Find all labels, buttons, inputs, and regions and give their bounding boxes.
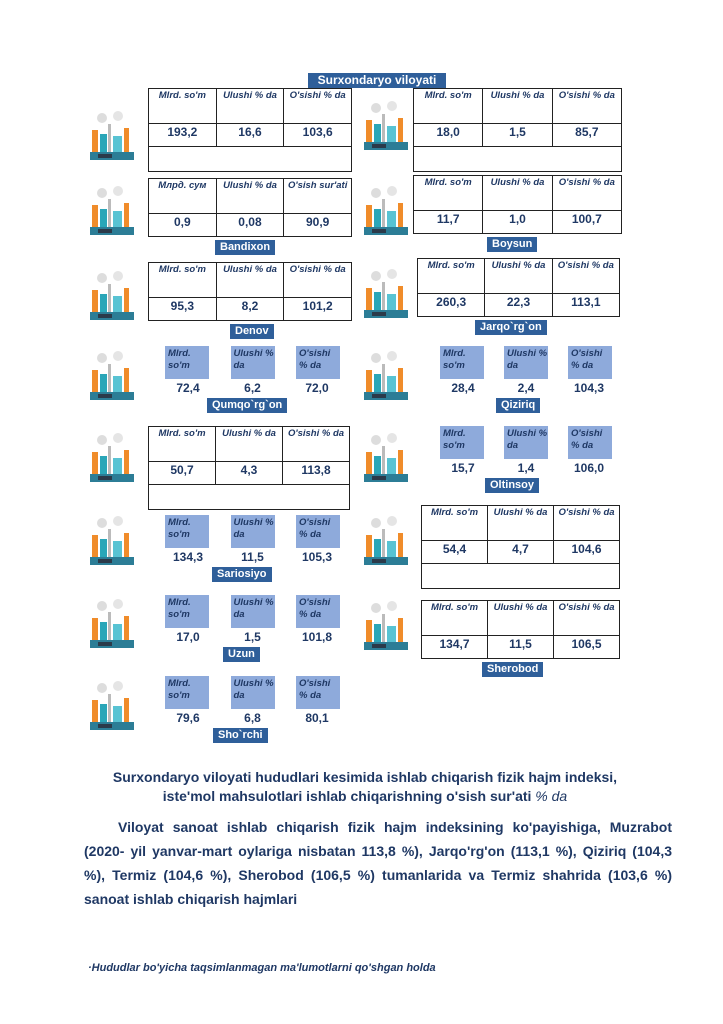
district-label: Oltinsoy: [485, 478, 539, 493]
empty-row: [149, 485, 350, 510]
value-cell: 113,8: [283, 462, 350, 485]
district-block-qiziriq: [440, 346, 612, 395]
column-header: Ulushi % da: [485, 259, 552, 294]
district-block-shorchi: [165, 676, 340, 725]
column-header-chip: Ulushi % da: [231, 346, 275, 379]
column-header: Ulushi % da: [216, 263, 284, 298]
value-cell: 90,9: [284, 214, 352, 237]
column-header-chip: Mlrd. so'm: [165, 346, 209, 379]
column-header-chip: Ulushi % da: [504, 426, 548, 459]
column-header: Mlrd. so'm: [422, 506, 488, 541]
factory-icon: [362, 515, 410, 567]
district-label: Sherobod: [482, 662, 543, 677]
value-cell: 106,5: [554, 636, 620, 659]
column-header-chip: Mlrd. so'm: [165, 595, 209, 628]
value-cell: 50,7: [149, 462, 216, 485]
district-block-uzun: [165, 595, 340, 644]
column-header: O'sishi % da: [552, 259, 619, 294]
column-header: O'sishi % da: [284, 263, 352, 298]
column-header-chip: O'sishi % da: [296, 346, 340, 379]
value-cell: 22,3: [485, 294, 552, 317]
value-cell: 1,5: [483, 124, 552, 147]
value-cell: 134,7: [422, 636, 488, 659]
column-header: O'sishi % da: [283, 427, 350, 462]
caption-unit: % da: [535, 788, 568, 804]
district-label: Denov: [230, 324, 274, 339]
column-header-chip: Mlrd. so'm: [440, 346, 484, 379]
value-text: 2,4: [517, 381, 535, 395]
value-cell: 113,1: [552, 294, 619, 317]
column-header-chip: Mlrd. so'm: [440, 426, 484, 459]
value-cell: 16,6: [216, 124, 284, 147]
column-header: O'sish sur'ati: [284, 179, 352, 214]
column-header-chip: Ulushi % da: [231, 676, 275, 709]
district-block-termiz: [421, 505, 620, 589]
value-text: 72,0: [305, 381, 329, 395]
factory-icon: [88, 598, 136, 650]
factory-icon: [362, 432, 410, 484]
value-text: 72,4: [176, 381, 200, 395]
district-label: Boysun: [487, 237, 537, 252]
district-label: Qumqo`rg`on: [207, 398, 287, 413]
caption-line-2: iste'mol mahsulotlari ishlab chiqarishning o'sish sur'ati: [162, 788, 532, 804]
value-cell: 103,6: [284, 124, 352, 147]
column-header: Ulushi % da: [216, 89, 284, 124]
value-text: 80,1: [305, 711, 329, 725]
factory-icon: [88, 432, 136, 484]
value-text: 134,3: [172, 550, 204, 564]
value-text: 104,3: [573, 381, 605, 395]
district-label: Bandixon: [215, 240, 275, 255]
factory-icon: [88, 110, 136, 162]
column-header: Ulushi % da: [216, 179, 284, 214]
value-cell: 4,7: [488, 541, 554, 564]
empty-row: [422, 564, 620, 589]
value-text: 15,7: [451, 461, 475, 475]
district-label: Sariosiyo: [212, 567, 272, 582]
district-label: Jarqo`rg`on: [475, 320, 547, 335]
column-header: O'sishi % da: [554, 601, 620, 636]
factory-icon: [88, 680, 136, 732]
value-text: 101,8: [301, 630, 333, 644]
value-text: 79,6: [176, 711, 200, 725]
column-header-chip: O'sishi % da: [296, 676, 340, 709]
district-block-bandixon: [148, 178, 352, 237]
district-block-muzrabot: [148, 426, 350, 510]
district-block-muzrabot-top: [413, 88, 622, 172]
column-header: Ulushi % da: [483, 176, 552, 211]
value-text: 105,3: [301, 550, 333, 564]
value-text: 6,8: [244, 711, 261, 725]
factory-icon: [362, 350, 410, 402]
column-header: Ulushi % da: [216, 427, 283, 462]
column-header: O'sishi % da: [552, 89, 621, 124]
value-cell: 1,0: [483, 211, 552, 234]
column-header-chip: Ulushi % da: [231, 595, 275, 628]
factory-icon: [362, 600, 410, 652]
district-block-oltinsoy: [440, 426, 612, 475]
factory-icon: [88, 350, 136, 402]
body-paragraph: Viloyat sanoat ishlab chiqarish fizik hajm indeksining ko'payishiga, Muzrabot (2020- yil yanvar-mart oylariga nisbatan 113,8 %), Jarqo'rg'on (113,1 %), Qiziriq (104,3 %), Termiz (104,6 %), Sherobod (106,5 %) tumanlarida va Termiz shahrida (103,6 %) sanoat ishlab chiqarish hajmlari: [84, 819, 672, 907]
value-cell: 18,0: [414, 124, 483, 147]
column-header-chip: Ulushi % da: [231, 515, 275, 548]
district-block-sariosiyo: [165, 515, 340, 564]
column-header-chip: Mlrd. so'm: [165, 515, 209, 548]
district-label: Qiziriq: [496, 398, 540, 413]
value-cell: 11,5: [488, 636, 554, 659]
factory-icon: [88, 515, 136, 567]
value-text: 28,4: [451, 381, 475, 395]
column-header: Mlrd. so'm: [418, 259, 485, 294]
value-cell: 193,2: [149, 124, 217, 147]
column-header: O'sishi % da: [552, 176, 621, 211]
value-text: 17,0: [176, 630, 200, 644]
district-block-boysun: [413, 175, 622, 234]
factory-icon: [88, 185, 136, 237]
column-header: Млрд. сум: [149, 179, 217, 214]
value-cell: 4,3: [216, 462, 283, 485]
column-header: O'sishi % da: [284, 89, 352, 124]
value-cell: 0,08: [216, 214, 284, 237]
column-header-chip: O'sishi % da: [568, 426, 612, 459]
value-cell: 54,4: [422, 541, 488, 564]
value-cell: 85,7: [552, 124, 621, 147]
value-cell: 8,2: [216, 298, 284, 321]
value-cell: 95,3: [149, 298, 217, 321]
value-cell: 11,7: [414, 211, 483, 234]
column-header: Ulushi % da: [483, 89, 552, 124]
district-block-termiz-city: [148, 88, 352, 172]
value-text: 1,5: [244, 630, 261, 644]
value-text: 1,4: [517, 461, 535, 475]
column-header: Mlrd. so'm: [422, 601, 488, 636]
value-cell: 260,3: [418, 294, 485, 317]
factory-icon: [362, 185, 410, 237]
empty-row: [149, 147, 352, 172]
column-header: Mlrd. so'm: [414, 176, 483, 211]
column-header: Mlrd. so'm: [149, 427, 216, 462]
column-header: O'sishi % da: [554, 506, 620, 541]
column-header-chip: O'sishi % da: [568, 346, 612, 379]
column-header: Mlrd. so'm: [414, 89, 483, 124]
value-text: 6,2: [244, 381, 261, 395]
column-header: Mlrd. so'm: [149, 263, 217, 298]
region-title: Surxondaryo viloyati: [308, 73, 446, 88]
district-block-qumqorgon: [165, 346, 340, 395]
column-header: Ulushi % da: [488, 506, 554, 541]
value-cell: 104,6: [554, 541, 620, 564]
district-label: Uzun: [223, 647, 260, 662]
column-header: Mlrd. so'm: [149, 89, 217, 124]
value-cell: 101,2: [284, 298, 352, 321]
column-header-chip: O'sishi % da: [296, 595, 340, 628]
district-block-sherobod: [421, 600, 620, 659]
district-label: Sho`rchi: [213, 728, 268, 743]
district-block-denov: [148, 262, 352, 321]
column-header-chip: Ulushi % da: [504, 346, 548, 379]
value-text: 106,0: [573, 461, 605, 475]
caption-line-1: Surxondaryo viloyati hududlari kesimida ishlab chiqarish fizik hajm indeksi,: [112, 769, 618, 785]
district-block-jarqorgon: [417, 258, 620, 317]
column-header-chip: O'sishi % da: [296, 515, 340, 548]
factory-icon: [362, 100, 410, 152]
factory-icon: [88, 270, 136, 322]
footnote: ·Hududlar bo'yicha taqsimlanmagan ma'lumotlarni qo'shgan holda: [88, 962, 436, 974]
value-cell: 0,9: [149, 214, 217, 237]
empty-row: [414, 147, 622, 172]
column-header-chip: Mlrd. so'm: [165, 676, 209, 709]
value-text: 11,5: [241, 550, 264, 564]
column-header: Ulushi % da: [488, 601, 554, 636]
factory-icon: [362, 268, 410, 320]
value-cell: 100,7: [552, 211, 621, 234]
figure-caption: [70, 768, 660, 806]
